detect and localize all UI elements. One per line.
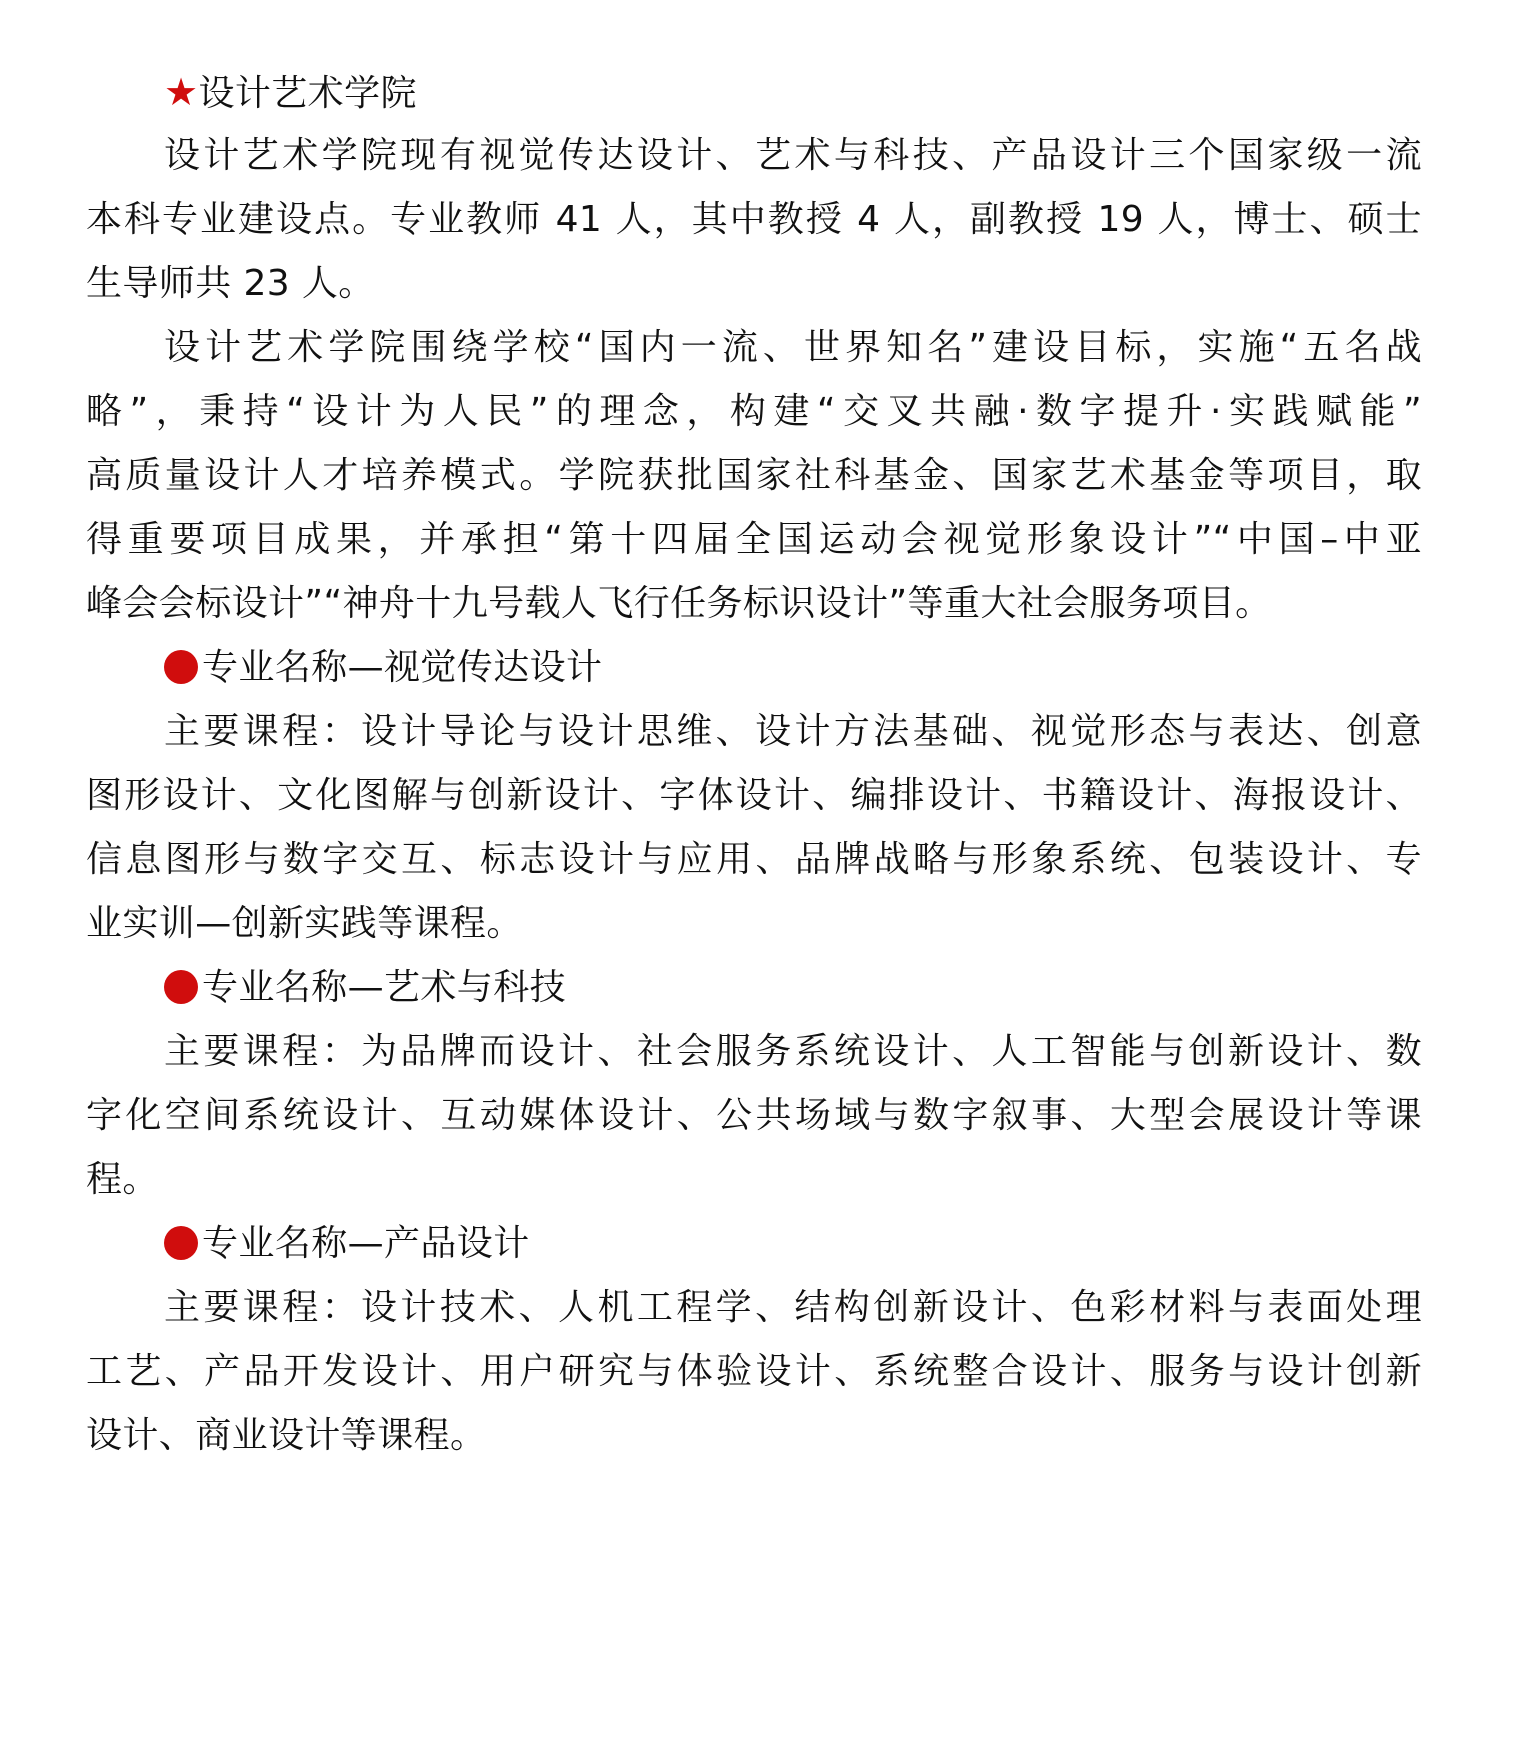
- major-2-courses-line-2: 字化空间系统设计、互动媒体设计、公共场域与数字叙事、大型会展设计等课: [86, 1095, 1422, 1136]
- section-title: [164, 56, 417, 128]
- major-2-courses-line-3: 程。: [86, 1159, 159, 1200]
- major-1-courses-line-2: 图形设计、文化图解与创新设计、字体设计、编排设计、书籍设计、海报设计、: [86, 775, 1422, 816]
- intro-paragraph-2-line-3: 高质量设计人才培养模式。学院获批国家社科基金、国家艺术基金等项目，取: [86, 455, 1422, 496]
- section-title-text: 设计艺术学院: [198, 73, 417, 114]
- major-1-courses-line-3: 信息图形与数字交互、标志设计与应用、品牌战略与形象系统、包装设计、专: [86, 839, 1422, 880]
- bullet-dot-icon: [164, 650, 198, 684]
- bullet-dot-icon: [164, 970, 198, 1004]
- major-name: 专业名称—视觉传达设计: [202, 647, 603, 688]
- major-name: 专业名称—艺术与科技: [202, 967, 567, 1008]
- major-1-courses-line-1: 主要课程：设计导论与设计思维、设计方法基础、视觉形态与表达、创意: [164, 711, 1422, 752]
- major-3-courses-line-2: 工艺、产品开发设计、用户研究与体验设计、系统整合设计、服务与设计创新: [86, 1351, 1422, 1392]
- bullet-dot-icon: [164, 1226, 198, 1260]
- major-3-courses-line-1: 主要课程：设计技术、人机工程学、结构创新设计、色彩材料与表面处理: [164, 1287, 1422, 1328]
- major-2-courses-line-1: 主要课程：为品牌而设计、社会服务系统设计、人工智能与创新设计、数: [164, 1031, 1422, 1072]
- intro-paragraph-2-line-2: 略”，秉持“设计为人民”的理念，构建“交叉共融·数字提升·实践赋能”: [86, 391, 1422, 432]
- intro-paragraph-2-line-1: 设计艺术学院围绕学校“国内一流、世界知名”建设目标，实施“五名战: [164, 327, 1422, 368]
- intro-paragraph-1-line-3: 生导师共 23 人。: [86, 263, 375, 304]
- major-1-courses-line-4: 业实训—创新实践等课程。: [86, 903, 523, 944]
- star-icon: ★: [164, 70, 199, 114]
- major-3-courses-line-3: 设计、商业设计等课程。: [86, 1415, 487, 1456]
- intro-paragraph-2-line-5: 峰会会标设计”“神舟十九号载人飞行任务标识设计”等重大社会服务项目。: [86, 583, 1272, 624]
- major-heading-visual-communication: [164, 632, 602, 704]
- major-heading-product-design: [164, 1208, 530, 1280]
- intro-paragraph-1-line-1: 设计艺术学院现有视觉传达设计、艺术与科技、产品设计三个国家级一流: [164, 135, 1422, 176]
- intro-paragraph-2-line-4: 得重要项目成果，并承担“第十四届全国运动会视觉形象设计”“中国–中亚: [86, 519, 1422, 560]
- major-name: 专业名称—产品设计: [202, 1223, 530, 1264]
- major-heading-art-technology: [164, 952, 566, 1024]
- intro-paragraph-1-line-2: 本科专业建设点。专业教师 41 人，其中教授 4 人，副教授 19 人，博士、硕士: [86, 199, 1422, 240]
